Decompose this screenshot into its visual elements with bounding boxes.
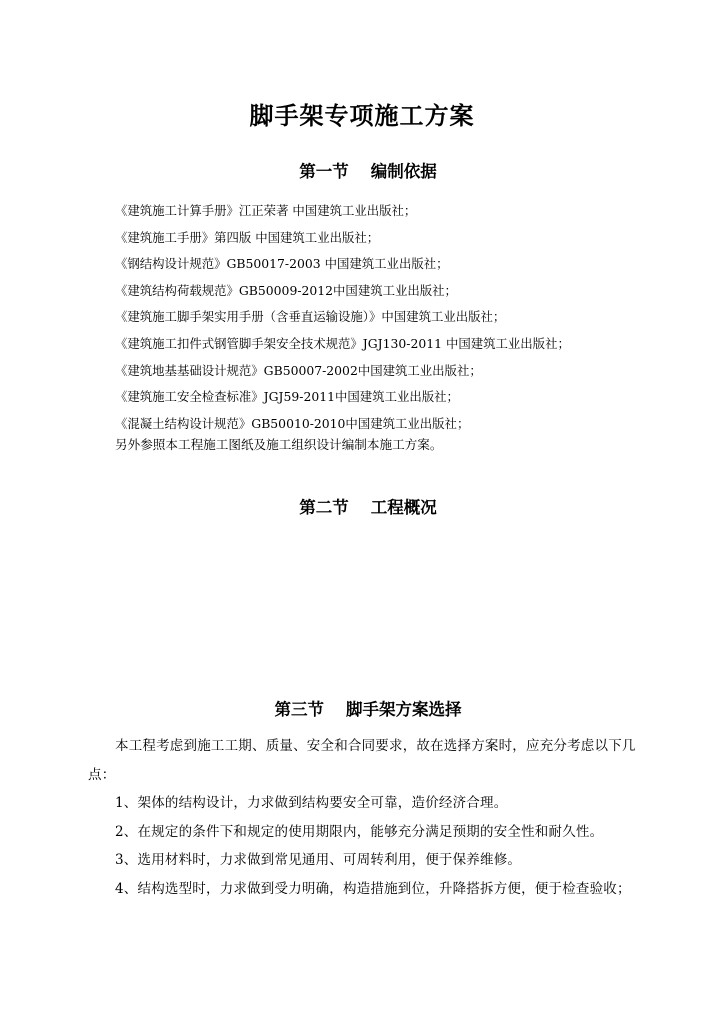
section-number: 第二节 [299,498,349,517]
section-name: 脚手架方案选择 [346,700,462,719]
document-title: 脚手架专项施工方案 [249,102,475,130]
reference-item: 《建筑结构荷载规范》GB50009-2012中国建筑工业出版社； [115,282,457,298]
reference-note: 另外参照本工程施工图纸及施工组织设计编制本施工方案。 [115,437,443,452]
reference-item: 《建筑施工扣件式钢管脚手架安全技术规范》JGJ130-2011 中国建筑工业出版社； [115,335,570,351]
section-heading-3 [0,696,724,720]
section-name: 编制依据 [370,162,437,181]
section-heading-1 [0,158,724,182]
reference-item: 《建筑施工手册》第四版 中国建筑工业出版社； [115,229,380,245]
reference-item: 《钢结构设计规范》GB50017-2003 中国建筑工业出版社； [115,256,449,272]
body-paragraph: 4、结构选型时，力求做到受力明确，构造措施到位，升降搭拆方便，便于检查验收； [115,880,631,897]
section-name: 工程概况 [370,498,437,517]
reference-item: 《建筑施工计算手册》江正荣著 中国建筑工业出版社； [115,203,417,218]
body-paragraph: 1、架体的结构设计，力求做到结构要安全可靠，造价经济合理。 [115,795,508,811]
section-3-body [88,732,648,903]
reference-item: 《建筑施工安全检查标准》JGJ59-2011中国建筑工业出版社； [115,389,459,405]
reference-item: 《建筑地基基础设计规范》GB50007-2002中国建筑工业出版社； [115,362,482,378]
reference-item: 《建筑施工脚手架实用手册（含垂直运输设施）》中国建筑工业出版社； [115,309,506,325]
reference-item: 《混凝土结构设计规范》GB50010-2010中国建筑工业出版社； [115,415,470,431]
reference-list [115,198,675,437]
section-number: 第三节 [274,700,324,719]
body-paragraph: 本工程考虑到施工工期、质量、安全和合同要求，故在选择方案时，应充分考虑以下几点： [88,738,636,783]
body-paragraph: 3、选用材料时，力求做到常见通用、可周转利用，便于保养维修。 [115,852,522,868]
body-paragraph: 2、在规定的条件下和规定的使用期限内，能够充分满足预期的安全性和耐久性。 [115,823,604,840]
section-number: 第一节 [299,162,349,181]
section-heading-2 [0,494,724,518]
